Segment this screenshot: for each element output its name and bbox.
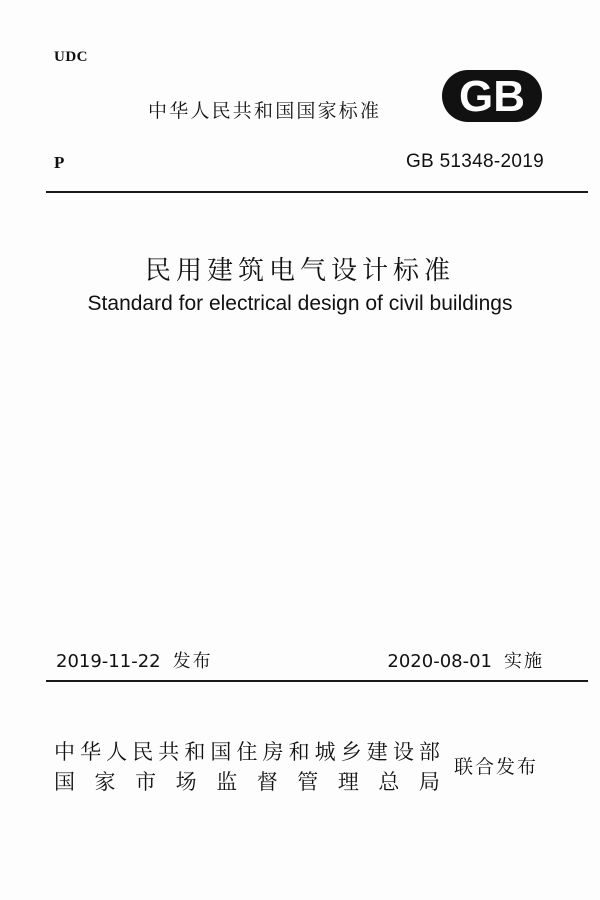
joint-issue-label: 联合发布 [454,756,539,778]
title-english: Standard for electrical design of civil buildings [87,292,513,315]
issuer-char: 家 [94,770,116,794]
udc-label: UDC [54,49,88,65]
issuer-char: 理 [337,770,359,794]
issuer-administration [54,767,440,797]
issuer-char: 国 [210,740,232,764]
issuer-char: 和 [288,740,310,764]
issuer-ministry [54,737,440,767]
effective-date-block [387,647,544,673]
issuer-char: 部 [418,740,440,764]
issuer-char: 督 [256,770,278,794]
issue-label: 发布 [172,651,213,672]
issuer-char: 管 [297,770,319,794]
issuer-char: 建 [366,740,388,764]
title-chinese: 民用建筑电气设计标准 [144,256,455,286]
issuer-char: 房 [262,740,284,764]
issuer-char: 城 [314,740,336,764]
classification-code: P [54,153,65,172]
gb-logo-text: GB [459,72,525,121]
issuer-char: 市 [135,770,157,794]
issuer-char: 华 [80,740,102,764]
issue-date-block [56,647,213,673]
bottom-divider [46,680,588,682]
issuer-char: 住 [236,740,258,764]
effective-date: 2020-08-01 [387,651,492,672]
issuer-char: 共 [158,740,180,764]
national-standard-heading: 中华人民共和国国家标准 [148,100,382,122]
issuer-char: 和 [184,740,206,764]
issuer-char: 总 [378,770,400,794]
standard-number: GB 51348-2019 [405,151,544,172]
effective-label: 实施 [504,651,544,672]
issuer-char: 中 [54,740,75,764]
issuer-char: 民 [132,740,154,764]
issuer-char: 乡 [340,740,362,764]
issuer-char: 场 [175,770,197,794]
issuer-char: 监 [216,770,238,794]
issuer-char: 设 [392,740,414,764]
issuer-char: 人 [106,740,128,764]
top-divider [46,191,588,193]
issuer-char: 局 [418,770,440,794]
issuer-char: 国 [54,770,75,794]
issuing-authorities [54,737,440,797]
issue-date: 2019-11-22 [56,651,161,672]
gb-logo [440,68,544,124]
